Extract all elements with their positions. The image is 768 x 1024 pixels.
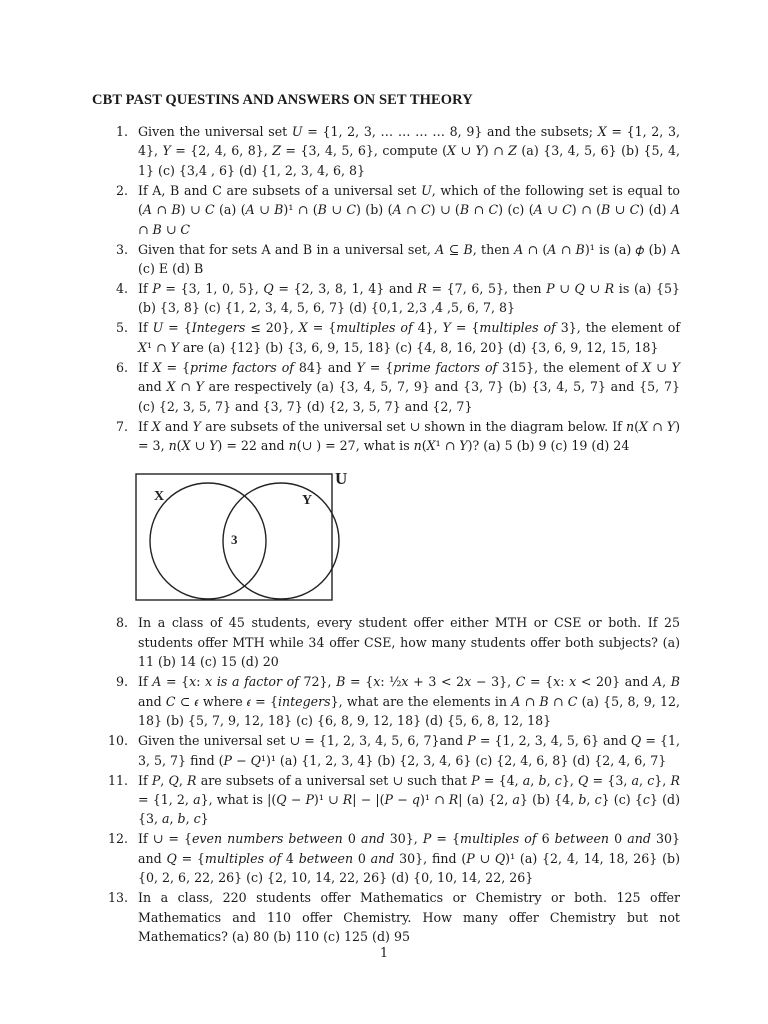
question-text: In a class, 220 students offer Mathematics or Chemistry or both. 125 offer Mathematics and 110 offer Chemistry. How many offer Chemistry but not Mathematics? (a) 80 (b) 110 (c) 125 (d) 95 [138, 890, 680, 944]
venn-diagram [135, 469, 353, 605]
question-number: 10. [107, 733, 128, 749]
page-number: 1 [379, 945, 388, 960]
question-number: 2. [115, 182, 128, 198]
question-10 [92, 731, 680, 770]
set-y-circle [223, 483, 339, 599]
question-number: 12. [107, 831, 128, 847]
question-list [92, 122, 680, 946]
question-text: If 𝑃 = {3, 1, 0, 5}, 𝑄 = {2, 3, 8, 1, 4} and 𝑅 = {7, 6, 5}, then 𝑃 ∪ 𝑄 ∪ 𝑅 is (a) {5} (b) {3, 8} (c) {1, 2, 3, 4, 5, 6, 7} (d) {0,1, 2,3 ,4 ,5, 6, 7, 8} [138, 281, 680, 316]
question-8 [92, 613, 680, 671]
question-text: If A, B and C are subsets of a universal set 𝑈, which of the following set is equal to (𝐴 ∩ 𝐵) ∪ 𝐶 (a) (𝐴 ∪ 𝐵)¹ ∩ (𝐵 ∪ 𝐶) (b) (𝐴 ∩ 𝐶) ∪ (𝐵 ∩ 𝐶) (c) (𝐴 ∪ 𝐶) ∩ (𝐵 ∪ 𝐶) (d) 𝐴 ∩ 𝐵 ∪ 𝐶 [138, 182, 680, 237]
question-2 [92, 181, 680, 239]
question-text: If 𝑃, 𝑄, 𝑅 are subsets of a universal set ∪ such that 𝑃 = {4, 𝑎, 𝑏, 𝑐}, 𝑄 = {3, 𝑎, 𝑐}, 𝑅 = {1, 2, 𝑎}, what is |(𝑄 − 𝑃)¹ ∪ 𝑅| − |(𝑃 − 𝑞)¹ ∩ 𝑅| (a) {2, 𝑎} (b) {4, 𝑏, 𝑐} (c) {𝑐} (d) {3, 𝑎, 𝑏, 𝑐} [138, 772, 680, 827]
set-y-label: Y [302, 493, 313, 509]
question-text: If 𝐴 = {𝑥: 𝑥 𝑖𝑠 𝑎 𝑓𝑎𝑐𝑡𝑜𝑟 𝑜𝑓 72}, 𝐵 = {𝑥: ½𝑥 + 3 < 2𝑥 − 3}, 𝐶 = {𝑥: 𝑥 < 20} and 𝐴, 𝐵 and 𝐶 ⊂ 𝜖 where 𝜖 = {𝑖𝑛𝑡𝑒𝑔𝑒𝑟𝑠}, what are the elements in 𝐴 ∩ 𝐵 ∩ 𝐶 (a) {5, 8, 9, 12, 18} (b) {5, 7, 9, 12, 18} (c) {6, 8, 9, 12, 18} (d) {5, 6, 8, 12, 18} [138, 674, 680, 729]
question-13 [92, 888, 680, 946]
question-text: If 𝑋 = {𝑝𝑟𝑖𝑚𝑒 𝑓𝑎𝑐𝑡𝑜𝑟𝑠 𝑜𝑓 84} and 𝑌 = {𝑝𝑟𝑖𝑚𝑒 𝑓𝑎𝑐𝑡𝑜𝑟𝑠 𝑜𝑓 315}, the element of 𝑋 ∪ 𝑌 and 𝑋 ∩ 𝑌 are respectively (a) {3, 4, 5, 7, 9} and {3, 7} (b) {3, 4, 5, 7} and {5, 7} (c) {2, 3, 5, 7} and {3, 7} (d) {2, 3, 5, 7} and {2, 7} [138, 359, 680, 414]
intersection-value: 3 [231, 532, 238, 548]
question-9 [92, 672, 680, 730]
question-number: 4. [115, 281, 128, 297]
set-x-circle [150, 483, 266, 599]
question-number: 3. [115, 241, 128, 257]
question-text: If 𝑋 and 𝑌 are subsets of the universal set ∪ shown in the diagram below. If 𝑛(𝑋 ∩ 𝑌) = 3, 𝑛(𝑋 ∪ 𝑌) = 22 and 𝑛(∪ ) = 27, what is 𝑛(𝑋¹ ∩ 𝑌)? (a) 5 (b) 9 (c) 19 (d) 24 [138, 418, 680, 454]
question-text: Given the universal set ∪ = {1, 2, 3, 4, 5, 6, 7}and 𝑃 = {1, 2, 3, 4, 5, 6} and 𝑄 = {1, 3, 5, 7} find (𝑃 − 𝑄¹)¹ (a) {1, 2, 3, 4} (b) {2, 3, 4, 6} (c) {2, 4, 6, 8} (d) {2, 4, 6, 7} [138, 733, 680, 768]
question-number: 6. [115, 359, 128, 375]
question-3 [92, 240, 680, 279]
venn-diagram-svg [135, 469, 353, 605]
question-5 [92, 318, 680, 357]
universal-set-label: U [335, 469, 348, 489]
question-1 [92, 122, 680, 180]
question-number: 9. [115, 674, 128, 690]
question-4 [92, 279, 680, 318]
question-number: 1. [115, 124, 128, 139]
question-11 [92, 771, 680, 829]
question-number: 8. [115, 615, 128, 631]
question-12 [92, 829, 680, 887]
question-7 [92, 417, 680, 456]
question-number: 13. [107, 890, 128, 906]
question-number: 5. [115, 320, 128, 336]
question-number: 11. [107, 772, 128, 788]
question-6 [92, 358, 680, 416]
question-text: If 𝑈 = {𝐼𝑛𝑡𝑒𝑔𝑒𝑟𝑠 ≤ 20}, 𝑋 = {𝑚𝑢𝑙𝑡𝑖𝑝𝑙𝑒𝑠 𝑜𝑓 4}, 𝑌 = {𝑚𝑢𝑙𝑡𝑖𝑝𝑙𝑒𝑠 𝑜𝑓 3}, the element of 𝑋¹ ∩ 𝑌 are (a) {12} (b) {3, 6, 9, 15, 18} (c) {4, 8, 16, 20} (d) {3, 6, 9, 12, 15, 18} [138, 320, 680, 355]
question-text: Given the universal set 𝑈 = {1, 2, 3, … … … … 8, 9} and the subsets; 𝑋 = {1, 2, 3, 4}, 𝑌 = {2, 4, 6, 8}, 𝑍 = {3, 4, 5, 6}, compute (𝑋 ∪ 𝑌) ∩ 𝑍 (a) {3, 4, 5, 6} (b) {5, 4, 1} (c) {3,4 , 6} (d) {1, 2, 3, 4, 6, 8} [138, 124, 680, 178]
page-title: CBT PAST QUESTINS AND ANSWERS ON SET THEORY [92, 92, 473, 108]
question-text: Given that for sets A and B in a universal set, 𝐴 ⊆ 𝐵, then 𝐴 ∩ (𝐴 ∩ 𝐵)¹ is (a) 𝜙 (b) A (c) E (d) B [138, 241, 680, 277]
question-text: If ∪ = {𝑒𝑣𝑒𝑛 𝑛𝑢𝑚𝑏𝑒𝑟𝑠 𝑏𝑒𝑡𝑤𝑒𝑒𝑛 0 𝑎𝑛𝑑 30}, 𝑃 = {𝑚𝑢𝑙𝑡𝑖𝑝𝑙𝑒𝑠 𝑜𝑓 6 𝑏𝑒𝑡𝑤𝑒𝑒𝑛 0 𝑎𝑛𝑑 30} and 𝑄 = {𝑚𝑢𝑙𝑡𝑖𝑝𝑙𝑒𝑠 𝑜𝑓 4 𝑏𝑒𝑡𝑤𝑒𝑒𝑛 0 𝑎𝑛𝑑 30}, find (𝑃 ∪ 𝑄)¹ (a) {2, 4, 14, 18, 26} (b) {0, 2, 6, 22, 26} (c) {2, 10, 14, 22, 26} (d) {0, 10, 14, 22, 26} [138, 831, 680, 886]
question-number: 7. [115, 418, 128, 434]
set-x-label: X [154, 489, 165, 505]
question-text: In a class of 45 students, every student offer either MTH or CSE or both. If 25 students offer MTH while 34 offer CSE, how many students offer both subjects? (a) 11 (b) 14 (c) 15 (d) 20 [138, 615, 680, 670]
